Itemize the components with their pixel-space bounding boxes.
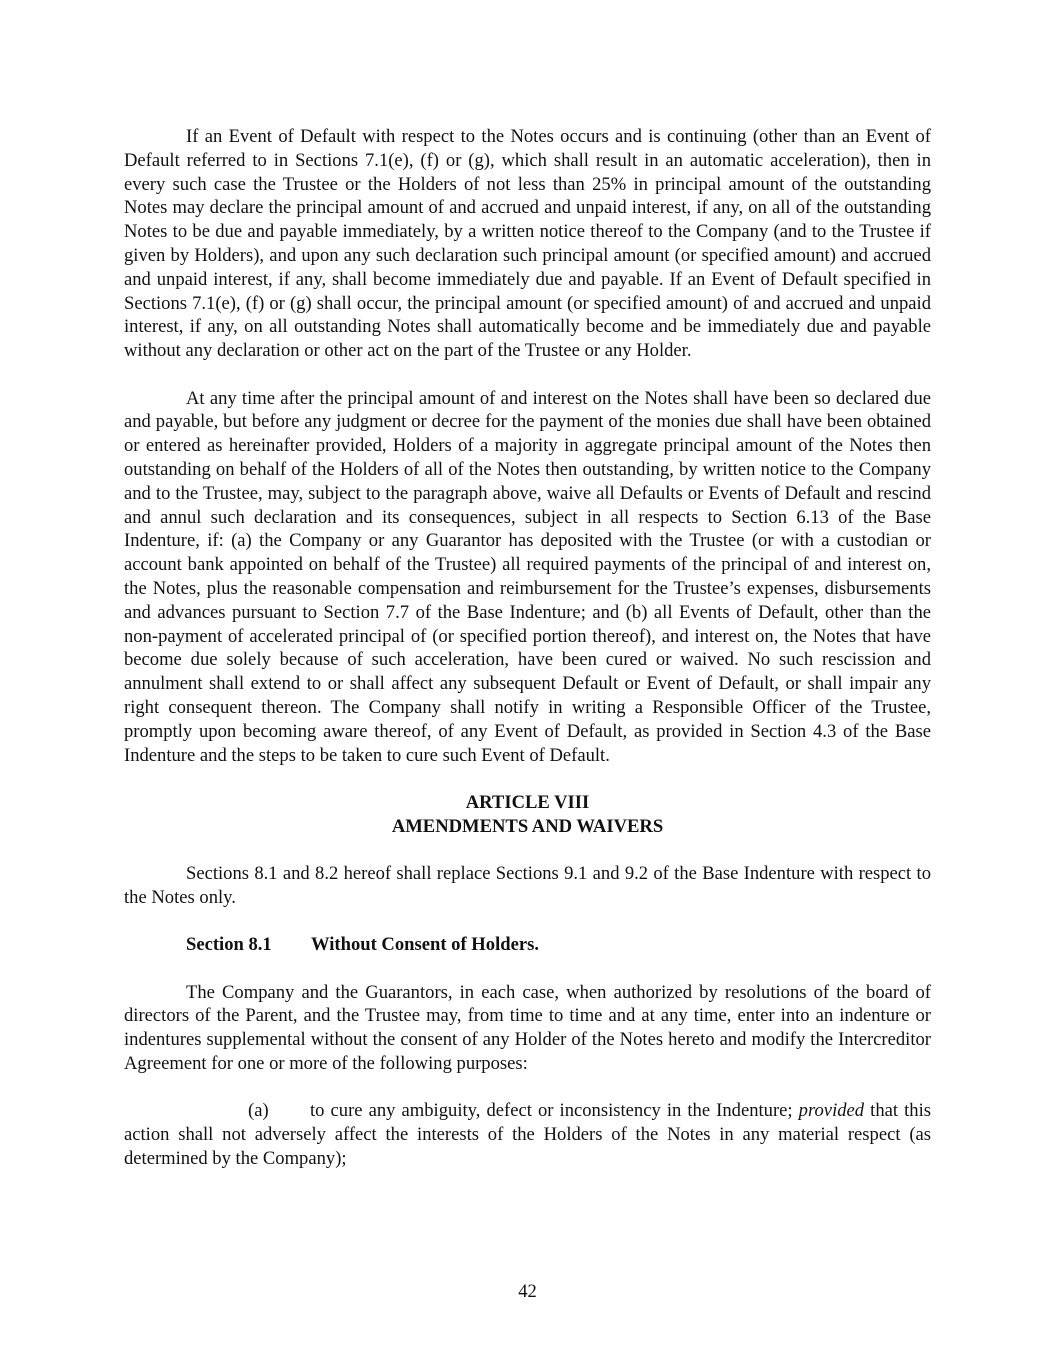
clause-a-italic: provided (798, 1100, 865, 1122)
section-heading (186, 933, 931, 957)
paragraph-rescission: At any time after the principal amount of and interest on the Notes shall have been so declared due and payable, but before any judgment or decree for the payment of the monies due shall have been obtained or entered as hereinafter provided, Holders of a majority in aggregate principal amount of the Notes then outstanding on behalf of the Holders of all of the Notes then outstanding, by written notice to the Company and to the Trustee, may, subject to the paragraph above, waive all Defaults or Events of Default and rescind and annul such declaration and its consequences, subject in all respects to Section 6.13 of the Base Indenture, if: (a) the Company or any Guarantor has deposited with the Trustee (or with a custodian or account bank appointed on behalf of the Trustee) all required payments of the principal of and interest on, the Notes, plus the reasonable compensation and reimbursement for the Trustee’s expenses, disbursements and advances pursuant to Section 7.7 of the Base Indenture; and (b) all Events of Default, other than the non-payment of accelerated principal of (or specified portion thereof), and interest on, the Notes that have become due solely because of such acceleration, have been cured or waived. No such rescission and annulment shall extend to or shall affect any subsequent Default or Event of Default, or shall impair any right consequent thereon. The Company shall notify in writing a Responsible Officer of the Trustee, promptly upon becoming aware thereof, of any Event of Default, as provided in Section 4.3 of the Base Indenture and the steps to be taken to cure such Event of Default. (124, 387, 931, 766)
clause-a (124, 1099, 931, 1170)
page-number: 42 (518, 1281, 537, 1302)
section-title: Without Consent of Holders. (311, 934, 539, 956)
clause-a-text-after: that this action shall not adversely affect the interests of the Holders of the Notes in any material respect (as determined by the Company); (124, 1100, 931, 1170)
paragraph-acceleration: If an Event of Default with respect to the Notes occurs and is continuing (other than an Event of Default referred to in Sections 7.1(e), (f) or (g), which shall result in an automatic acceleration), then in every such case the Trustee or the Holders of not less than 25% in principal amount of the outstanding Notes may declare the principal amount of and accrued and unpaid interest, if any, on all of the outstanding Notes to be due and payable immediately, by a written notice thereof to the Company (and to the Trustee if given by Holders), and upon any such declaration such principal amount (or specified amount) and accrued and unpaid interest, if any, shall become immediately due and payable. If an Event of Default specified in Sections 7.1(e), (f) or (g) shall occur, the principal amount (or specified amount) of and accrued and unpaid interest, if any, on all outstanding Notes shall automatically become and be immediately due and payable without any declaration or other act on the part of the Trustee or any Holder. (124, 126, 931, 362)
article-number: ARTICLE VIII (465, 791, 590, 813)
clause-a-label: (a) (248, 1100, 269, 1122)
paragraph-supplemental-indentures: The Company and the Guarantors, in each case, when authorized by resolutions of the board of directors of the Parent, and the Trustee may, from time to time and at any time, enter into an indenture or indentures supplemental without the consent of any Holder of the Notes hereto and modify the Intercreditor Agreement for one or more of the following purposes: (124, 981, 931, 1075)
article-heading (124, 791, 931, 839)
clause-a-text-before: to cure any ambiguity, defect or inconsistency in the Indenture; (310, 1100, 799, 1122)
article-title: AMENDMENTS AND WAIVERS (391, 815, 664, 837)
paragraph-replacement-note: Sections 8.1 and 8.2 hereof shall replace Sections 9.1 and 9.2 of the Base Indenture with respect to the Notes only. (124, 863, 931, 908)
document-page (124, 125, 931, 1194)
section-number: Section 8.1 (186, 934, 272, 956)
